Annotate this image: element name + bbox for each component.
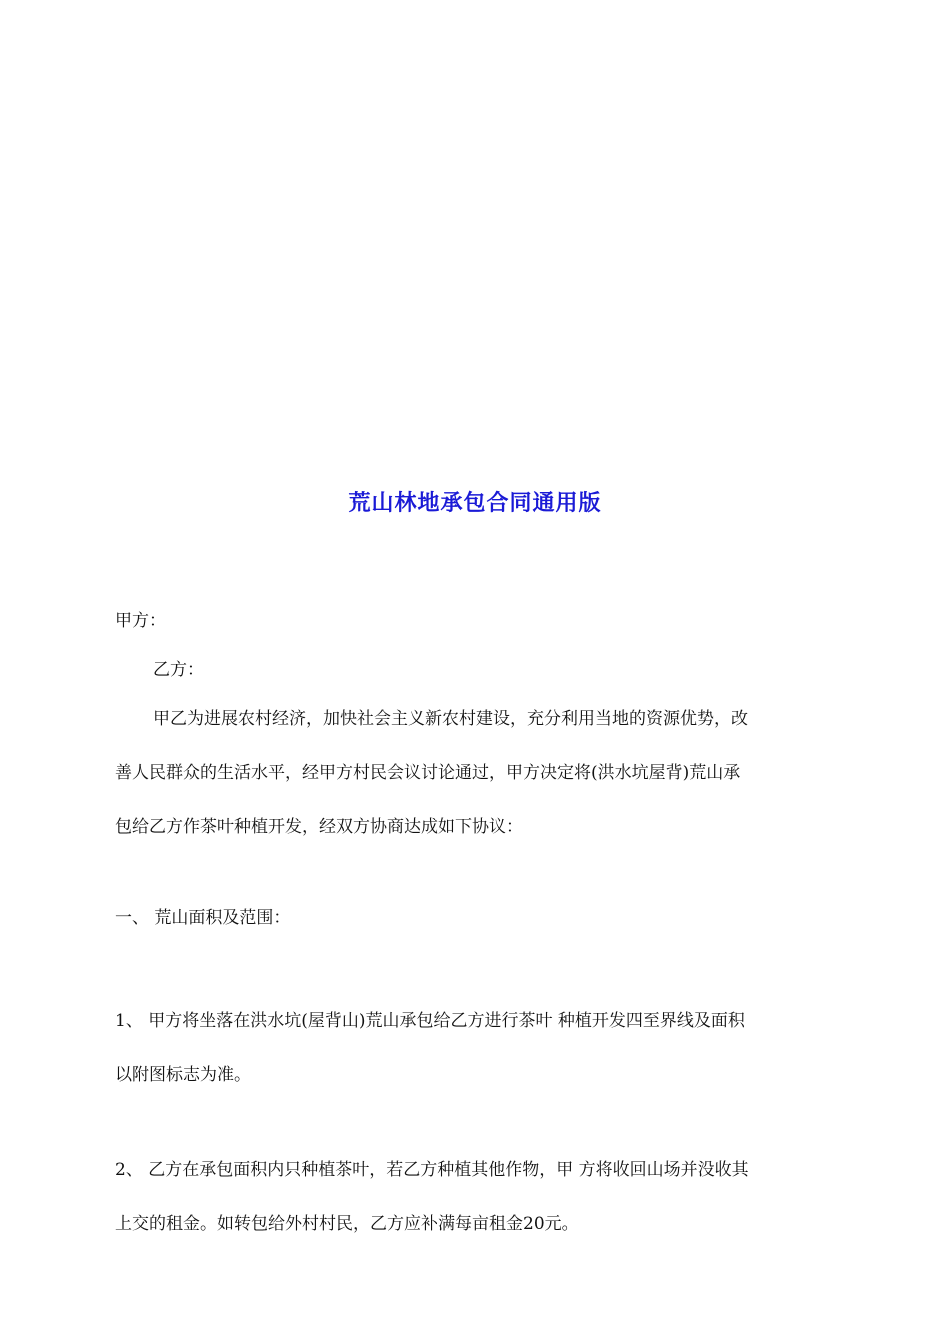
clause-1 xyxy=(115,1009,837,1087)
party-a-label: 甲方： xyxy=(115,611,166,631)
party-b-label: 乙方： xyxy=(153,660,204,680)
section-1-heading: 一、 荒山面积及范围： xyxy=(115,908,291,928)
intro-paragraph xyxy=(115,707,837,839)
clause-2 xyxy=(115,1158,837,1236)
clause-2-line: 上交的租金。如转包给外村村民，乙方应补满每亩租金20元。 xyxy=(115,1214,579,1234)
intro-line: 甲乙为进展农村经济，加快社会主义新农村建设，充分利用当地的资源优势，改 xyxy=(153,709,748,729)
clause-2-line: 2、 乙方在承包面积内只种植茶叶，若乙方种植其他作物，甲 方将收回山场并没收其 xyxy=(115,1160,749,1180)
clause-1-line: 1、 甲方将坐落在洪水坑(屋背山)荒山承包给乙方进行茶叶 种植开发四至界线及面积 xyxy=(115,1011,745,1031)
intro-line: 善人民群众的生活水平，经甲方村民会议讨论通过，甲方决定将(洪水坑屋背)荒山承 xyxy=(115,763,741,783)
intro-line: 包给乙方作茶叶种植开发，经双方协商达成如下协议： xyxy=(115,817,523,837)
clause-1-line: 以附图标志为准。 xyxy=(115,1065,251,1085)
document-title: 荒山林地承包合同通用版 xyxy=(348,491,602,516)
